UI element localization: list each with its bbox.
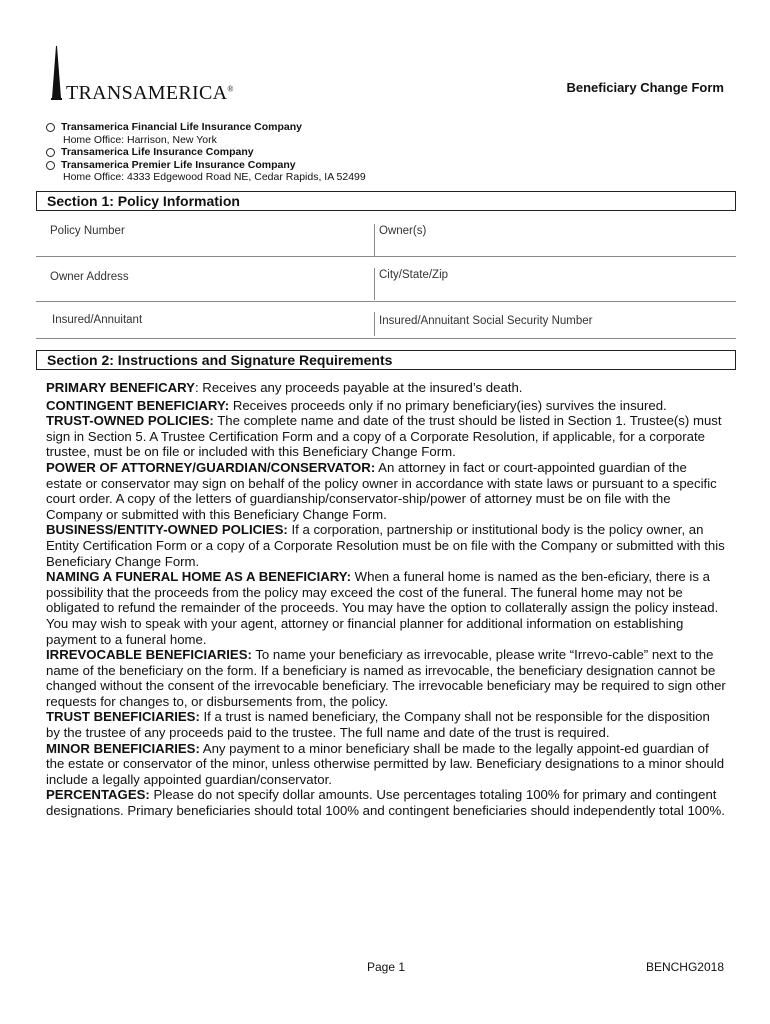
policy-number-field[interactable]: Policy Number <box>50 225 125 237</box>
owners-field[interactable]: Owner(s) <box>379 225 427 237</box>
city-state-zip-field[interactable]: City/State/Zip <box>379 269 449 281</box>
policy-info-fields <box>36 212 736 339</box>
brand-name: TRANSAMERICA® <box>66 82 234 104</box>
field-row <box>36 257 736 302</box>
radio-icon[interactable] <box>46 123 55 132</box>
instruction-business-owned: BUSINESS/ENTITY-OWNED POLICIES: If a corporation, partnership or institutional body is the policy owner, an Entity Certification Form or a copy of a Corporate Resolution must be on file with the Company or submitted with this Beneficiary Change Form. <box>46 522 725 569</box>
company-options <box>46 121 366 184</box>
instruction-trust-owned: TRUST-OWNED POLICIES: The complete name and date of the trust should be listed in Section 1. Trustee(s) must sign in Section 5. A Trustee Certification Form and a copy of a Corporate Resolution, if applicable, for a corporate trustee, must be on file or included with this Beneficiary Change Form. <box>46 413 722 460</box>
company-name: Transamerica Life Insurance Company <box>61 146 254 159</box>
company-option-tpli[interactable] <box>46 159 366 172</box>
instructions <box>46 380 726 819</box>
instruction-minor: MINOR BENEFICIARIES: Any payment to a minor beneficiary shall be made to the legally appoint-ed guardian of the estate or conservator of the minor, unless otherwise permitted by law. Beneficiary designations to a minor should include a legally appointed guardian/conservator. <box>46 740 725 787</box>
field-row <box>36 212 736 257</box>
insured-ssn-field[interactable]: Insured/Annuitant Social Security Number <box>379 315 593 327</box>
company-address: Home Office: Harrison, New York <box>63 133 217 146</box>
instruction-contingent: CONTINGENT BENEFICIARY: Receives proceeds only if no primary beneficiary(ies) survives the insured. <box>46 397 667 413</box>
form-code: BENCHG2018 <box>645 960 724 974</box>
company-name: Transamerica Premier Life Insurance Company <box>61 158 296 171</box>
company-name: Transamerica Financial Life Insurance Company <box>61 121 303 133</box>
company-option-tli[interactable] <box>46 146 366 159</box>
instruction-funeral-home: NAMING A FUNERAL HOME AS A BENEFICIARY: When a funeral home is named as the ben-eficiary, there is a possibility that the proceeds from the policy may exceed the cost of the funeral. The funeral home may not be obligated to refund the remainder of the proceeds. You may have the option to collaterally assign the policy instead. You may wish to speak with your agent, attorney or financial planner for additional information on establishing payment to a funeral home. <box>46 569 719 647</box>
radio-icon[interactable] <box>46 161 55 170</box>
instruction-irrevocable: IRREVOCABLE BENEFICIARIES: To name your beneficiary as irrevocable, please write “Irrevo-cable” next to the name of the beneficiary on the form. If a beneficiary is named as irrevocable, the beneficiary designation cannot be changed without the consent of the irrevocable beneficiary. The irrevocable beneficiary may be required to sign other requests for changes to, or disbursements from, the policy. <box>46 647 726 709</box>
company-address: Home Office: 4333 Edgewood Road NE, Cedar Rapids, IA 52499 <box>63 171 366 184</box>
transamerica-logo <box>44 44 234 104</box>
section1-heading: Section 1: Policy Information <box>36 191 736 211</box>
page-number: Page 1 <box>367 960 406 974</box>
insured-annuitant-field[interactable]: Insured/Annuitant <box>52 314 143 326</box>
section2-heading: Section 2: Instructions and Signature Requirements <box>36 350 736 370</box>
owner-address-field[interactable]: Owner Address <box>50 271 129 283</box>
instruction-power-of-attorney: POWER OF ATTORNEY/GUARDIAN/CONSERVATOR: An attorney in fact or court-appointed guardian of the estate or conservator may sign on behalf of the policy owner in accordance with state laws or pursuant to a specific court order. A copy of the letters of guardianship/conservator-ship/power of attorney must be on file with the Company or submitted with this Beneficiary Change Form. <box>46 459 717 522</box>
instruction-primary: PRIMARY BENEFICARY: Receives any proceeds payable at the insured’s death. <box>46 380 523 395</box>
form-title: Beneficiary Change Form <box>566 80 724 95</box>
radio-icon[interactable] <box>46 148 55 157</box>
instruction-trust-beneficiaries: TRUST BENEFICIARIES: If a trust is named beneficiary, the Company shall not be responsible for the disposition by the trustee of any proceeds paid to the trustee. The full name and date of the trust is required. <box>46 709 710 741</box>
field-row <box>36 302 736 339</box>
company-option-tfli[interactable] <box>46 121 366 134</box>
instruction-percentages: PERCENTAGES: Please do not specify dollar amounts. Use percentages totaling 100% for primary and contingent designations. Primary beneficiaries should total 100% and contingent beneficiaries should independently total 100%. <box>46 787 725 819</box>
